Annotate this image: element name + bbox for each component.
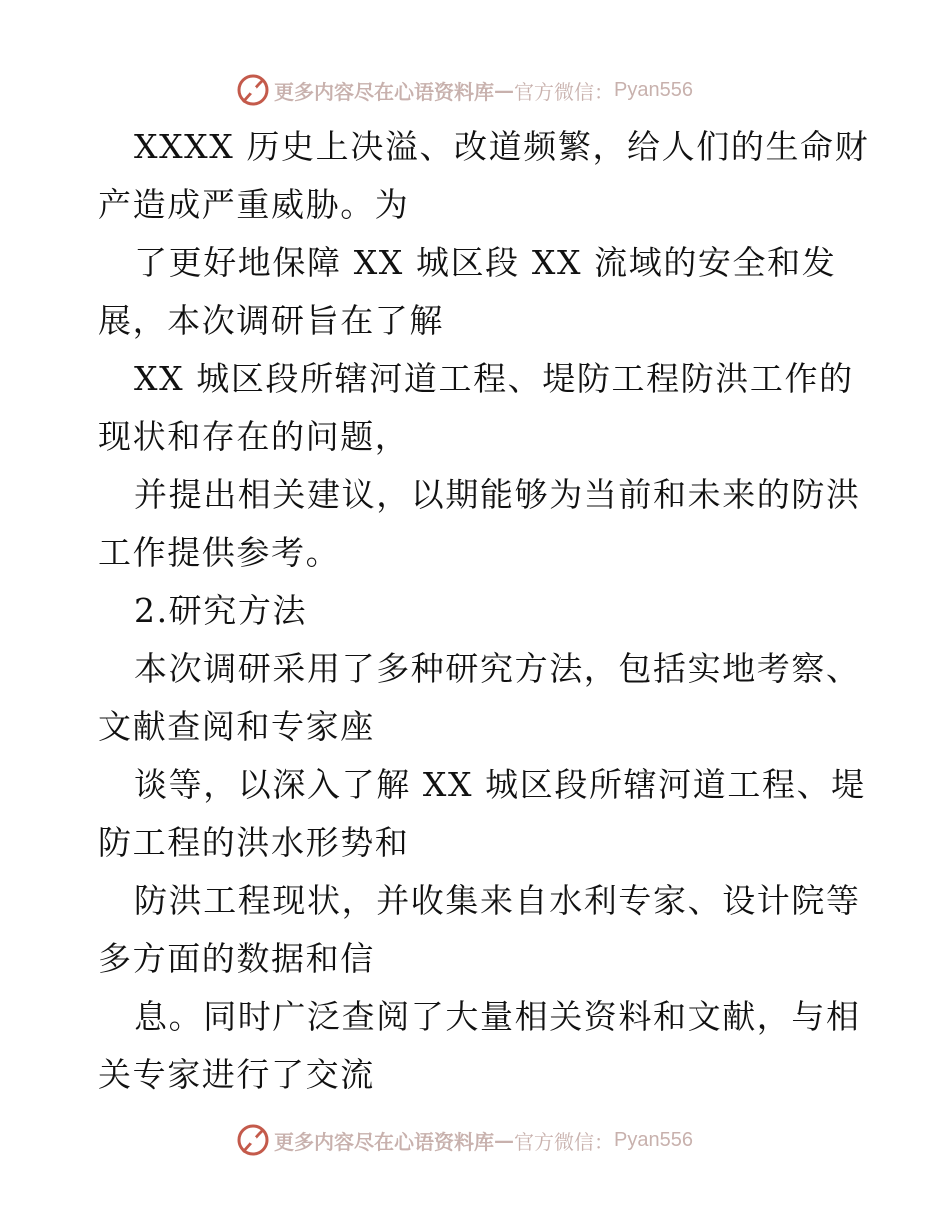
paragraph-line: 息。同时广泛查阅了大量相关资料和文献，与相 bbox=[134, 997, 861, 1036]
header-watermark bbox=[236, 72, 756, 108]
document-body bbox=[98, 118, 870, 1104]
paragraph-line: XXXX 历史上决溢、改道频繁，给人们的生命财 bbox=[134, 127, 870, 166]
paragraph-line: 并提出相关建议，以期能够为当前和未来的防洪 bbox=[134, 475, 861, 514]
paragraph-line: 多方面的数据和信 bbox=[98, 939, 375, 978]
quill-pen-logo-icon bbox=[236, 73, 270, 107]
watermark-text: 更多内容尽在心语资料库 bbox=[274, 1129, 494, 1154]
quill-pen-logo-icon bbox=[236, 1123, 270, 1157]
paragraph-line: XX 城区段所辖河道工程、堤防工程防洪工作的 bbox=[134, 359, 854, 398]
paragraph-line: 工作提供参考。 bbox=[98, 533, 341, 572]
paragraph-line: 防洪工程现状，并收集来自水利专家、设计院等 bbox=[134, 881, 861, 920]
watermark-wechat-label: 官方微信： bbox=[514, 79, 614, 104]
paragraph-line: 本次调研采用了多种研究方法，包括实地考察、 bbox=[134, 649, 861, 688]
watermark-separator: — bbox=[494, 1128, 514, 1152]
watermark-wechat-label: 官方微信： bbox=[514, 1129, 614, 1154]
watermark-wechat-id: Pyan556 bbox=[614, 78, 693, 101]
paragraph-line: 防工程的洪水形势和 bbox=[98, 823, 410, 862]
paragraph-line: 展，本次调研旨在了解 bbox=[98, 301, 444, 340]
paragraph-line: 文献查阅和专家座 bbox=[98, 707, 375, 746]
paragraph-line: 了更好地保障 XX 城区段 XX 流域的安全和发 bbox=[134, 243, 837, 282]
paragraph-line: 现状和存在的问题， bbox=[98, 417, 410, 456]
section-heading: 2.研究方法 bbox=[134, 591, 308, 630]
watermark-text: 更多内容尽在心语资料库 bbox=[274, 79, 494, 104]
watermark-separator: — bbox=[494, 78, 514, 102]
paragraph-line: 产造成严重威胁。为 bbox=[98, 185, 410, 224]
watermark-wechat-id: Pyan556 bbox=[614, 1128, 693, 1151]
paragraph-line: 关专家进行了交流 bbox=[98, 1055, 375, 1094]
paragraph-line: 谈等，以深入了解 XX 城区段所辖河道工程、堤 bbox=[134, 765, 866, 804]
footer-watermark bbox=[236, 1122, 756, 1158]
